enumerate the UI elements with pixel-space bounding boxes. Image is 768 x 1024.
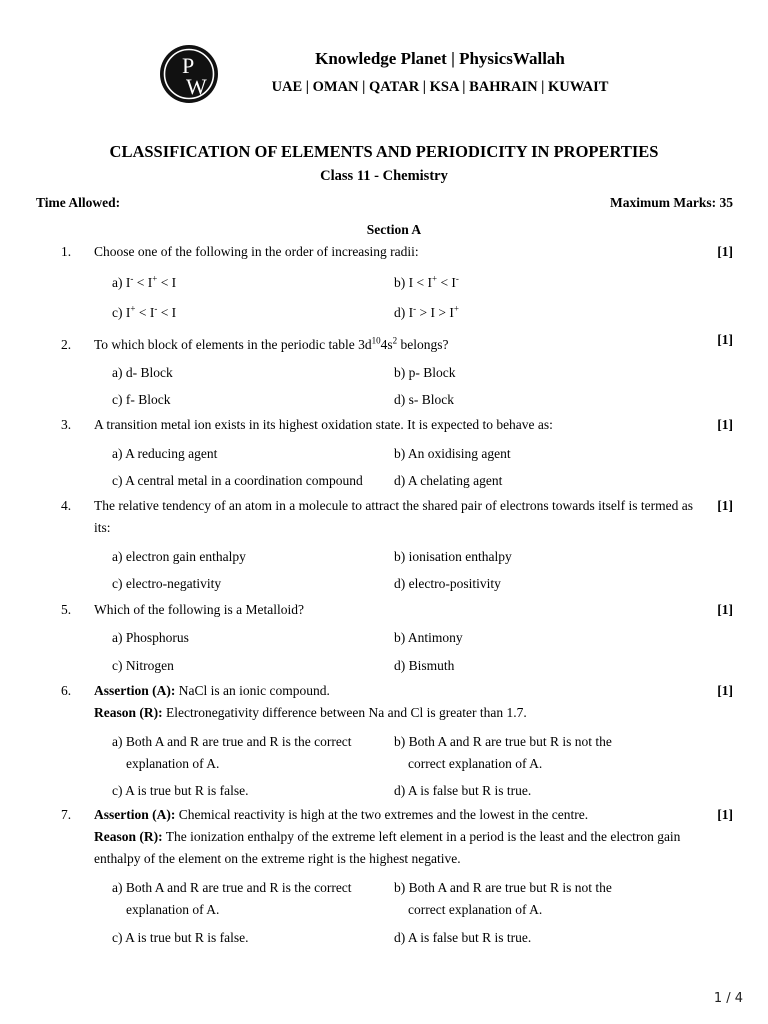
reason-label: Reason (R):	[94, 705, 163, 720]
option-c[interactable]: c) A central metal in a coordination compound	[112, 473, 363, 488]
option-c[interactable]: c) A is true but R is false.	[112, 783, 249, 798]
pw-logo-icon	[160, 45, 218, 103]
question-marks: [1]	[717, 498, 733, 513]
option-c[interactable]: c) f- Block	[112, 392, 171, 407]
option-c[interactable]: c) Nitrogen	[112, 658, 174, 673]
option-b[interactable]: b) Both A and R are true but R is not the correct explanation of A.	[394, 880, 612, 917]
reason-text: Reason (R): Electronegativity difference between Na and Cl is greater than 1.7.	[94, 705, 527, 720]
question-marks: [1]	[717, 332, 733, 347]
question-text: Choose one of the following in the order of increasing radii:	[94, 244, 419, 259]
question-number: 4.	[61, 498, 72, 513]
option-d[interactable]: d) A is false but R is true.	[394, 783, 532, 798]
paper-title: CLASSIFICATION OF ELEMENTS AND PERIODICITY IN PROPERTIES	[109, 142, 659, 161]
question-text: The relative tendency of an atom in a molecule to attract the shared pair of electrons towards itself is termed as its:	[94, 498, 694, 535]
option-a[interactable]: a) Both A and R are true and R is the correct explanation of A.	[112, 734, 352, 771]
option-b[interactable]: b) I < I+ < I-	[394, 273, 459, 290]
option-d[interactable]: d) Bismuth	[394, 658, 455, 673]
logo-letter-w: W	[186, 74, 207, 99]
org-name: Knowledge Planet | PhysicsWallah	[315, 49, 565, 68]
option-d[interactable]: d) A chelating agent	[394, 473, 503, 488]
option-a[interactable]: a) d- Block	[112, 365, 173, 380]
question-number: 5.	[61, 602, 72, 617]
question-number: 3.	[61, 417, 72, 432]
option-a[interactable]: a) electron gain enthalpy	[112, 549, 246, 564]
option-b[interactable]: b) An oxidising agent	[394, 446, 511, 461]
reason-label: Reason (R):	[94, 829, 163, 844]
question-marks: [1]	[717, 683, 733, 698]
option-d[interactable]: d) I- > I > I+	[394, 303, 459, 320]
org-regions: UAE | OMAN | QATAR | KSA | BAHRAIN | KUWAIT	[271, 79, 609, 95]
question-number: 7.	[61, 807, 72, 822]
reason-text: Reason (R): The ionization enthalpy of the extreme left element in a period is the least and the electron gain enthalpy of the element on the extreme right is the highest negative.	[94, 829, 681, 866]
option-c[interactable]: c) electro-negativity	[112, 576, 222, 591]
question-text: A transition metal ion exists in its highest oxidation state. It is expected to behave as:	[94, 417, 553, 432]
maximum-marks: Maximum Marks: 35	[610, 195, 733, 210]
option-label: c)	[112, 305, 123, 320]
option-c[interactable]: c) I+ < I- < I	[112, 303, 177, 320]
option-a[interactable]: a) Both A and R are true and R is the correct explanation of A.	[112, 880, 352, 917]
option-a[interactable]: a) Phosphorus	[112, 630, 189, 645]
option-a[interactable]: a) I- < I+ < I	[112, 273, 177, 290]
question-marks: [1]	[717, 417, 733, 432]
option-d[interactable]: d) A is false but R is true.	[394, 930, 532, 945]
option-label: d)	[394, 305, 406, 320]
question-marks: [1]	[717, 807, 733, 822]
pw-logo	[160, 45, 218, 103]
assertion-label: Assertion (A):	[94, 683, 176, 698]
page-number: 1 / 4	[713, 991, 743, 1006]
time-allowed: Time Allowed:	[36, 195, 121, 210]
option-label: a)	[112, 275, 123, 290]
question-number: 6.	[61, 683, 72, 698]
option-d[interactable]: d) electro-positivity	[394, 576, 501, 591]
assertion-label: Assertion (A):	[94, 807, 176, 822]
question-marks: [1]	[717, 244, 733, 259]
question-number: 2.	[61, 337, 72, 352]
option-c[interactable]: c) A is true but R is false.	[112, 930, 249, 945]
paper-subtitle: Class 11 - Chemistry	[320, 168, 448, 184]
assertion-text: Assertion (A): NaCl is an ionic compound.	[94, 683, 330, 698]
option-b[interactable]: b) Both A and R are true but R is not the correct explanation of A.	[394, 734, 612, 771]
assertion-text: Assertion (A): Chemical reactivity is high at the two extremes and the lowest in the centre.	[94, 807, 589, 822]
question-number: 1.	[61, 244, 72, 259]
option-b[interactable]: b) Antimony	[394, 630, 463, 645]
option-label: b)	[394, 275, 406, 290]
option-b[interactable]: b) ionisation enthalpy	[394, 549, 512, 564]
option-a[interactable]: a) A reducing agent	[112, 446, 218, 461]
logo-letter-p: P	[182, 53, 195, 78]
option-b[interactable]: b) p- Block	[394, 365, 456, 380]
question-marks: [1]	[717, 602, 733, 617]
question-text: Which of the following is a Metalloid?	[94, 602, 304, 617]
question-text: To which block of elements in the periodic table $3d^{10}4s^2$ belongs?	[94, 335, 449, 352]
option-d[interactable]: d) s- Block	[394, 392, 454, 407]
section-title: Section A	[366, 222, 422, 237]
